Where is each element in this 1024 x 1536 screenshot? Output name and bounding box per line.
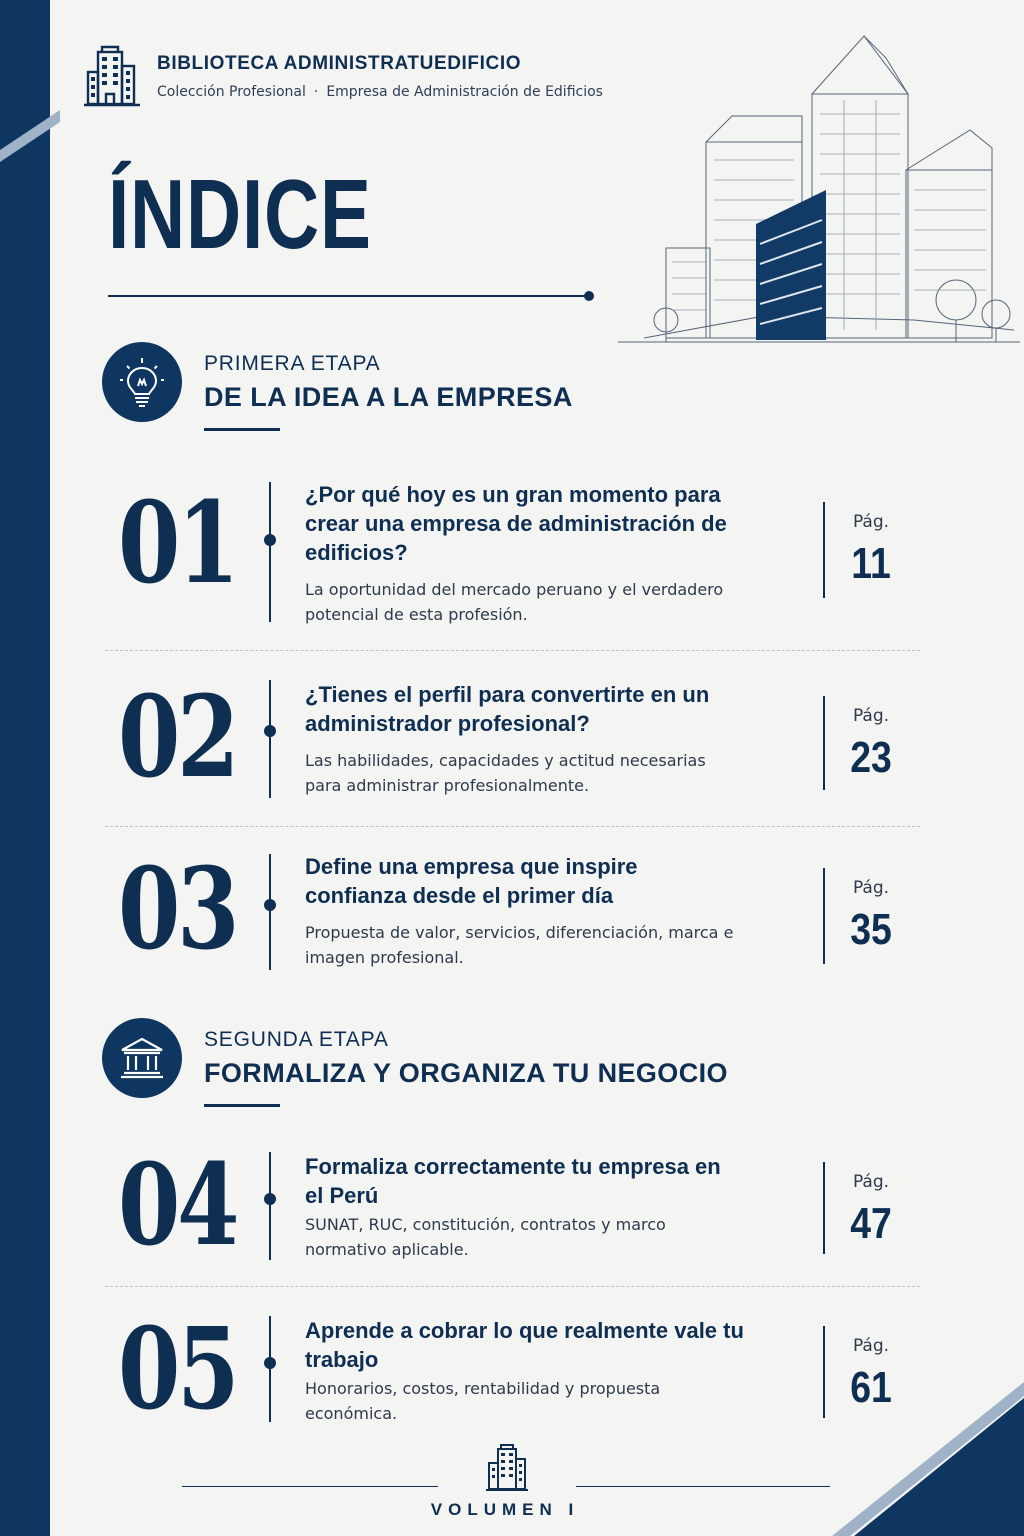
entry-number: 01 xyxy=(118,478,237,609)
page-number[interactable]: 35 xyxy=(850,905,892,954)
buildings-illustration xyxy=(614,30,1024,350)
entry-divider-line xyxy=(269,1152,271,1260)
entry-number: 04 xyxy=(118,1140,237,1271)
brand-subtitle xyxy=(157,84,603,100)
entry-description: La oportunidad del mercado peruano y el verdadero potencial de esta profesión. xyxy=(305,580,724,624)
page-label: Pág. xyxy=(852,1172,890,1192)
bank-icon xyxy=(118,1036,166,1080)
stage-icon-circle xyxy=(102,1018,182,1098)
page-number[interactable]: 23 xyxy=(850,733,892,782)
entry-divider-line xyxy=(269,482,271,622)
page-divider-line xyxy=(823,502,825,598)
stage-icon-circle xyxy=(102,342,182,422)
entry-title[interactable]: ¿Por qué hoy es un gran momento para crear una empresa de administración de edificios? xyxy=(305,482,727,565)
entry-divider-dot xyxy=(264,1193,276,1205)
entry-separator xyxy=(105,1286,920,1287)
stage-header xyxy=(102,1018,728,1098)
stage-label: SEGUNDA ETAPA xyxy=(204,1027,389,1051)
entry-separator xyxy=(105,650,920,651)
entry-divider-line xyxy=(269,1316,271,1422)
stage-name: DE LA IDEA A LA EMPRESA xyxy=(204,381,573,412)
title-rule xyxy=(108,295,588,297)
entry-description: SUNAT, RUC, constitución, contratos y marco normativo aplicable. xyxy=(305,1215,666,1259)
title-rule-dot xyxy=(584,291,594,301)
lightbulb-icon xyxy=(119,356,165,408)
page-divider-line xyxy=(823,868,825,964)
page-title: ÍNDICE xyxy=(108,159,372,269)
entry-divider-dot xyxy=(264,725,276,737)
entry-title[interactable]: Formaliza correctamente tu empresa en el Perú xyxy=(305,1154,721,1208)
footer-rule-right xyxy=(576,1486,830,1487)
entry-divider-dot xyxy=(264,534,276,546)
page-divider-line xyxy=(823,1326,825,1418)
toc-entry-01[interactable] xyxy=(105,480,920,630)
entry-divider-dot xyxy=(264,1357,276,1369)
brand-company: Empresa de Administración de Edificios xyxy=(326,83,603,100)
brand-separator: · xyxy=(313,83,319,100)
page-number[interactable]: 11 xyxy=(851,539,891,588)
entry-title[interactable]: Define una empresa que inspire confianza desde el primer día xyxy=(305,854,638,908)
brand-collection: Colección Profesional xyxy=(157,83,306,100)
stage-header xyxy=(102,342,573,422)
building-icon xyxy=(84,44,140,108)
entry-title[interactable]: Aprende a cobrar lo que realmente vale tu trabajo xyxy=(305,1318,744,1372)
entry-divider-line xyxy=(269,680,271,798)
entry-divider-dot xyxy=(264,899,276,911)
page-label: Pág. xyxy=(852,1336,890,1356)
stage-name: FORMALIZA Y ORGANIZA TU NEGOCIO xyxy=(204,1057,728,1088)
toc-entry-02[interactable] xyxy=(105,672,920,803)
page-label: Pág. xyxy=(852,878,890,898)
entry-number: 05 xyxy=(118,1304,237,1435)
stage-underline xyxy=(204,1104,280,1107)
brand-title: BIBLIOTECA ADMINISTRATUEDIFICIO xyxy=(157,52,522,74)
page-label: Pág. xyxy=(852,706,890,726)
entry-description: Las habilidades, capacidades y actitud necesarias para administrar profesionalmente. xyxy=(305,751,706,795)
entry-number: 02 xyxy=(118,672,237,803)
entry-divider-line xyxy=(269,854,271,970)
page-label: Pág. xyxy=(852,512,890,532)
footer-rule-left xyxy=(182,1486,438,1487)
entry-number: 03 xyxy=(118,844,237,975)
toc-entry-03[interactable] xyxy=(105,844,920,975)
page-divider-line xyxy=(823,1162,825,1254)
page-number[interactable]: 61 xyxy=(850,1363,892,1412)
sidebar-diagonal-stripe xyxy=(0,0,60,180)
entry-title[interactable]: ¿Tienes el perfil para convertirte en un administrador profesional? xyxy=(305,682,710,736)
stage-label: PRIMERA ETAPA xyxy=(204,351,381,375)
building-icon xyxy=(486,1443,528,1493)
volume-label: VOLUMEN I xyxy=(430,1500,580,1519)
page-number[interactable]: 47 xyxy=(850,1199,892,1248)
toc-entry-05[interactable] xyxy=(105,1304,920,1435)
entry-description: Propuesta de valor, servicios, diferenciación, marca e imagen profesional. xyxy=(305,923,734,967)
stage-underline xyxy=(204,428,280,431)
brand-header xyxy=(84,44,603,108)
entry-separator xyxy=(105,826,920,827)
toc-entry-04[interactable] xyxy=(105,1140,920,1271)
page-divider-line xyxy=(823,696,825,790)
left-sidebar-band xyxy=(0,0,50,1536)
entry-description: Honorarios, costos, rentabilidad y propuesta económica. xyxy=(305,1379,661,1423)
